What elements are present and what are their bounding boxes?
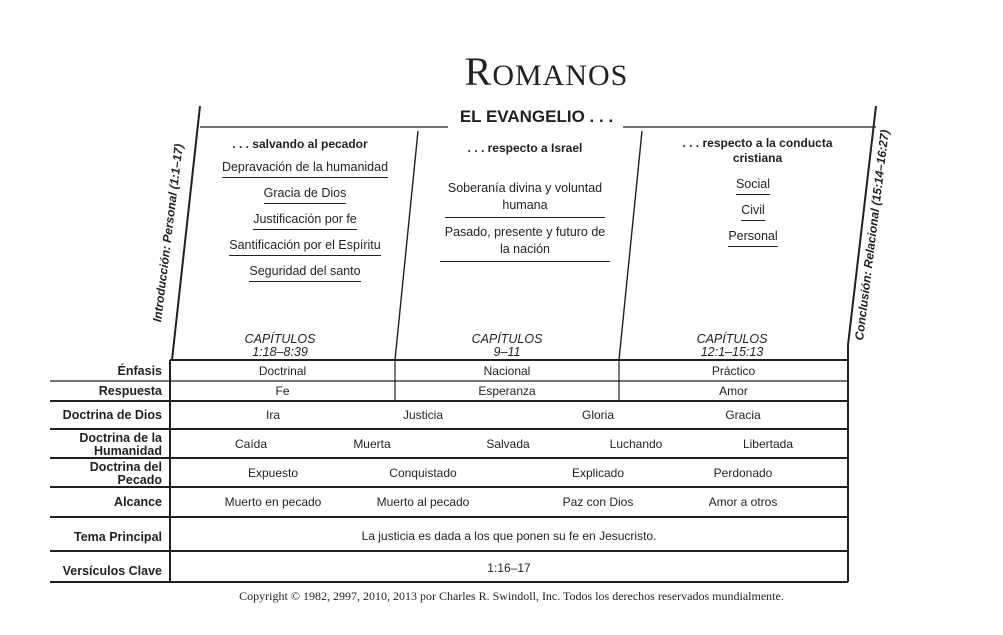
cell-alcance: Muerto en pecado <box>224 495 322 509</box>
intro-label: Introducción: Personal (1:1–17) <box>150 143 186 323</box>
section1-item: Gracia de Dios <box>195 186 415 204</box>
cell-alcance: Amor a otros <box>708 495 778 509</box>
row-label-doctrina-pecado: Doctrina del Pecado <box>89 460 162 487</box>
cell-respuesta: Esperanza <box>478 384 536 398</box>
section1-chapters: CAPÍTULOS 1:18–8:39 <box>244 332 316 359</box>
cell-alcance: Muerto al pecado <box>376 495 470 509</box>
section-heading-2: . . . respecto a Israel <box>467 141 583 155</box>
section-heading-3: . . . respecto a la conducta cristiana <box>682 136 833 165</box>
cell-enfasis: Práctico <box>711 364 756 378</box>
cell-doctrina-humanidad: Salvada <box>486 437 530 451</box>
cell-doctrina-pecado: Conquistado <box>389 466 457 480</box>
cell-respuesta: Amor <box>719 384 748 398</box>
section1-item: Santificación por el Espíritu <box>195 238 415 256</box>
section3-item: Civil <box>683 203 823 221</box>
section2-item: Soberanía divina y voluntad humana <box>445 180 605 218</box>
cell-doctrina-dios: Gracia <box>725 408 761 422</box>
cell-doctrina-humanidad: Luchando <box>609 437 663 451</box>
row-label-respuesta: Respuesta <box>98 384 162 398</box>
section-heading-1: . . . salvando al pecador <box>232 137 368 151</box>
row-label-tema: Tema Principal <box>74 530 162 544</box>
row-label-alcance: Alcance <box>114 495 162 509</box>
section1-item: Depravación de la humanidad <box>195 160 415 178</box>
section1-item: Seguridad del santo <box>195 264 415 282</box>
section3-item: Social <box>683 177 823 195</box>
row-label-enfasis: Énfasis <box>117 364 162 378</box>
section1-item: Justificación por fe <box>195 212 415 230</box>
cell-doctrina-humanidad: Caída <box>234 437 268 451</box>
cell-doctrina-pecado: Perdonado <box>713 466 773 480</box>
cell-alcance: Paz con Dios <box>562 495 634 509</box>
cell-doctrina-pecado: Expuesto <box>247 466 299 480</box>
cell-doctrina-humanidad: Muerta <box>353 437 391 451</box>
cell-doctrina-humanidad: Libertada <box>742 437 794 451</box>
cell-respuesta: Fe <box>275 384 290 398</box>
section3-item: Personal <box>683 229 823 247</box>
cell-doctrina-dios: Gloria <box>581 408 614 422</box>
section2-item: Pasado, presente y futuro de la nación <box>440 224 610 262</box>
cell-enfasis: Doctrinal <box>258 364 307 378</box>
section2-chapters: CAPÍTULOS 9–11 <box>471 332 543 359</box>
row-label-doctrina-dios: Doctrina de Dios <box>62 408 162 422</box>
section3-chapters: CAPÍTULOS 12:1–15:13 <box>696 332 768 359</box>
subtitle: EL EVANGELIO . . . <box>459 107 614 126</box>
cell-doctrina-dios: Ira <box>265 408 280 422</box>
cell-versiculos: 1:16–17 <box>487 561 531 575</box>
cell-enfasis: Nacional <box>483 364 531 378</box>
conclusion-label: Conclusión: Relacional (15:14–16:27) <box>852 128 892 342</box>
page-title: ROMANOS <box>464 49 629 94</box>
copyright: Copyright © 1982, 2997, 2010, 2013 por Charles R. Swindoll, Inc. Todos los derechos reservados mundialmente. <box>239 589 784 603</box>
row-label-versiculos: Versículos Clave <box>62 564 162 578</box>
cell-tema: La justicia es dada a los que ponen su fe en Jesucristo. <box>361 529 657 543</box>
cell-doctrina-dios: Justicia <box>402 408 443 422</box>
cell-doctrina-pecado: Explicado <box>571 466 625 480</box>
row-label-doctrina-humanidad: Doctrina de la Humanidad <box>79 431 162 458</box>
